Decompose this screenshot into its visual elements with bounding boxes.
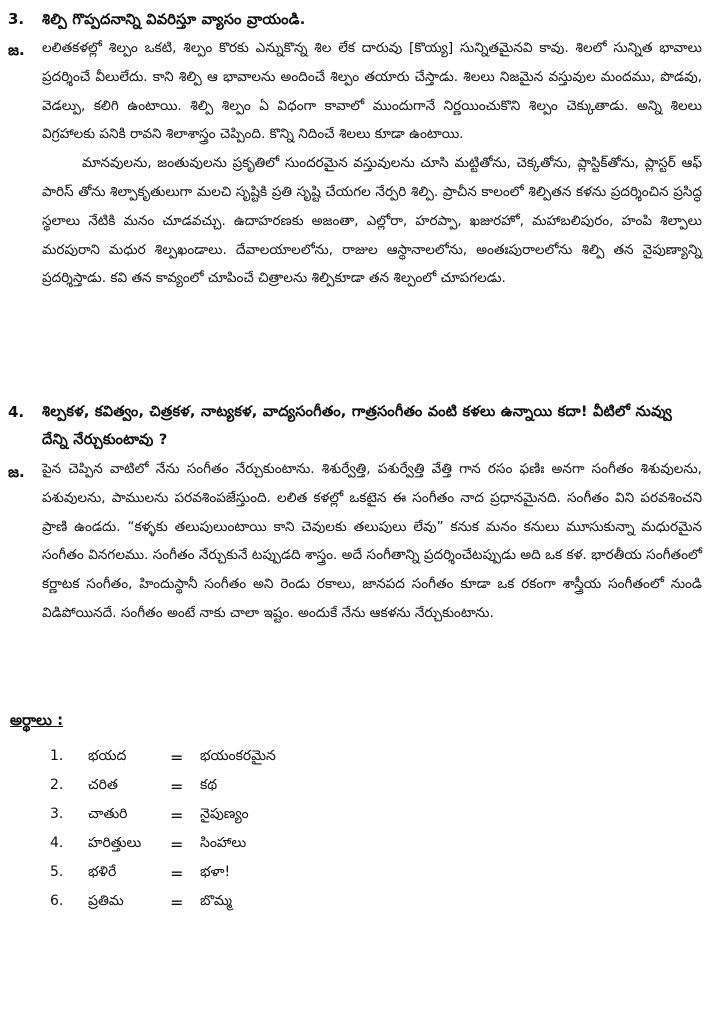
meaning-word: భయద xyxy=(88,748,127,764)
meaning-definition: భళా! xyxy=(200,864,231,880)
meaning-definition: సింహాలు xyxy=(200,835,247,851)
meaning-number: 1. xyxy=(50,748,64,764)
equals-sign: = xyxy=(170,835,184,854)
answer-3-paragraph-1: లలితకళల్లో శిల్పం ఒకటి, శిల్పం కొరకు ఎన్నుకొన్న శిల లేక దారువు [కొయ్య] సున్నితమైనవి కావు. శిలలో సున్నిత భావాలు ప్రదర్శించే వీలులేదు. కాని శిల్పి ఆ భావాలను అందించే శిల్పం తయారు చేస్తాడు. శిలలు నిజమైన వస్తువుల మందము, పొడవు, వెడల్పు, కలిగి ఉంటాయి. శిల్పి శిల్పం ఏ విధంగా కావాలో ముందుగానే నిర్ణయించుకొని శిల్పం చెక్కుతాడు. అన్ని శిలలు విగ్రహాలకు పనికి రావని శిలాశాస్త్రం చెప్పింది. కొన్ని నిదించే శిలలు కూడా ఉంటాయి. xyxy=(42,40,702,143)
equals-sign: = xyxy=(170,777,184,796)
meaning-row xyxy=(0,835,715,865)
question-4-text: శిల్పకళ, కవిత్వం, చిత్రకళ, నాట్యకళ, వాద్యసంగీతం, గాత్రసంగీతం వంటి కళలు ఉన్నాయి కదా! వీటిలో నువ్వు దేన్ని నేర్చుకుంటావు ? xyxy=(42,403,673,448)
equals-sign: = xyxy=(170,893,184,912)
meaning-row xyxy=(0,893,715,923)
answer-4-paragraph-1: పైన చెప్పిన వాటిలో నేను సంగీతం నేర్చుకుంటాను. శిశుర్వేత్తి, పశుర్వేత్తి వేత్తి గాన రసం ఫణిః అనగా సంగీతం శిశువులను, పశువులను, పాములను పరవశింపజేస్తుంది. లలిత కళల్లో ఒకటైన ఈ సంగీతం నాద ప్రధానమైనది. సంగీతం విని పరవశించని ప్రాణి ఉండదు. “కళ్ళకు తలుపులుంటాయి కాని చెవులకు తలుపులు లేవు” కనుక మనం కనులు మూసుకున్నా మధురమైన సంగీతం వినగలము. సంగీతం నేర్చుకునే టప్పుడది శాస్త్రం. అదే సంగీతాన్ని ప్రదర్శించేటప్పుడు అది ఒక కళ. భారతీయ సంగీతంలో కర్ణాటక సంగీతం, హిందుస్థానీ సంగీతం అని రెండు రకాలు, జానపద సంగీతం కూడా ఒక రకంగా శాస్త్రీయ సంగీతంలో నుండి విడిపోయినదే. సంగీతం అంటే నాకు చాలా ఇష్టం. అందుకే నేను ఆకళను నేర్చుకుంటాను. xyxy=(42,461,702,621)
meanings-title: అర్థాలు : xyxy=(10,711,64,729)
equals-sign: = xyxy=(170,864,184,883)
meaning-definition: భయంకరమైన xyxy=(200,748,276,764)
meaning-row xyxy=(0,864,715,894)
meaning-definition: నైపుణ్యం xyxy=(200,806,249,822)
answer-4-body xyxy=(42,455,702,628)
meaning-word: ప్రతిమ xyxy=(88,893,124,909)
meaning-number: 2. xyxy=(50,777,64,793)
meaning-number: 4. xyxy=(50,835,64,851)
meaning-definition: బొమ్మ xyxy=(200,893,232,909)
meaning-number: 5. xyxy=(50,864,64,880)
meaning-number: 3. xyxy=(50,806,64,822)
meaning-word: భళిరే xyxy=(88,864,117,880)
question-4-number: 4. xyxy=(8,403,25,421)
meaning-word: హరిత్తులు xyxy=(88,835,142,851)
meaning-row xyxy=(0,748,715,778)
question-3-number: 3. xyxy=(8,10,25,28)
answer-3-paragraph-2: మానవులను, జంతువులను ప్రకృతిలో సుందరమైన వస్తువులను చూసి మట్టితోను, చెక్కతోను, ప్లాస్టిక్‌తోను, ప్లాస్టర్ ఆఫ్ పారిస్ తోను శిల్పాకృతులుగా మలచి సృష్టికి ప్రతి సృష్టి చేయగల నేర్పరి శిల్పి. ప్రాచీన కాలంలో శిల్పితన కళను ప్రదర్శించిన ప్రసిద్ధ స్థలాలు నేటికి మనం చూడవచ్చు. ఉదాహరణకు అజంతా, ఎల్లోరా, హరప్పా, ఖజురహో, మహాబలిపురం, హంపి శిల్పాలు మరపురాని మధుర శిల్పఖండాలు. దేవాలయాలలోను, రాజుల ఆస్థానాలలోను, అంతఃపురాలలోను శిల్పి తన నైపుణ్యాన్ని ప్రదర్శిస్తాడు. కవి తన కావ్యంలో చూపించే చిత్రాలను శిల్పికూడా తన శిల్పంలో చూపగలడు. xyxy=(42,155,702,287)
question-3-text: శిల్పి గొప్పదనాన్ని వివరిస్తూ వ్యాసం వ్రాయండి. xyxy=(42,11,306,28)
meaning-row xyxy=(0,806,715,836)
equals-sign: = xyxy=(170,748,184,767)
meaning-word: చరిత xyxy=(88,777,118,793)
meaning-definition: కథ xyxy=(200,777,218,793)
meaning-number: 6. xyxy=(50,893,64,909)
meaning-word: చాతురి xyxy=(88,806,128,822)
answer-3-body xyxy=(42,34,702,293)
equals-sign: = xyxy=(170,806,184,825)
meaning-row xyxy=(0,777,715,807)
answer-3-label: జ. xyxy=(8,41,25,59)
answer-4-label: జ. xyxy=(8,463,25,481)
